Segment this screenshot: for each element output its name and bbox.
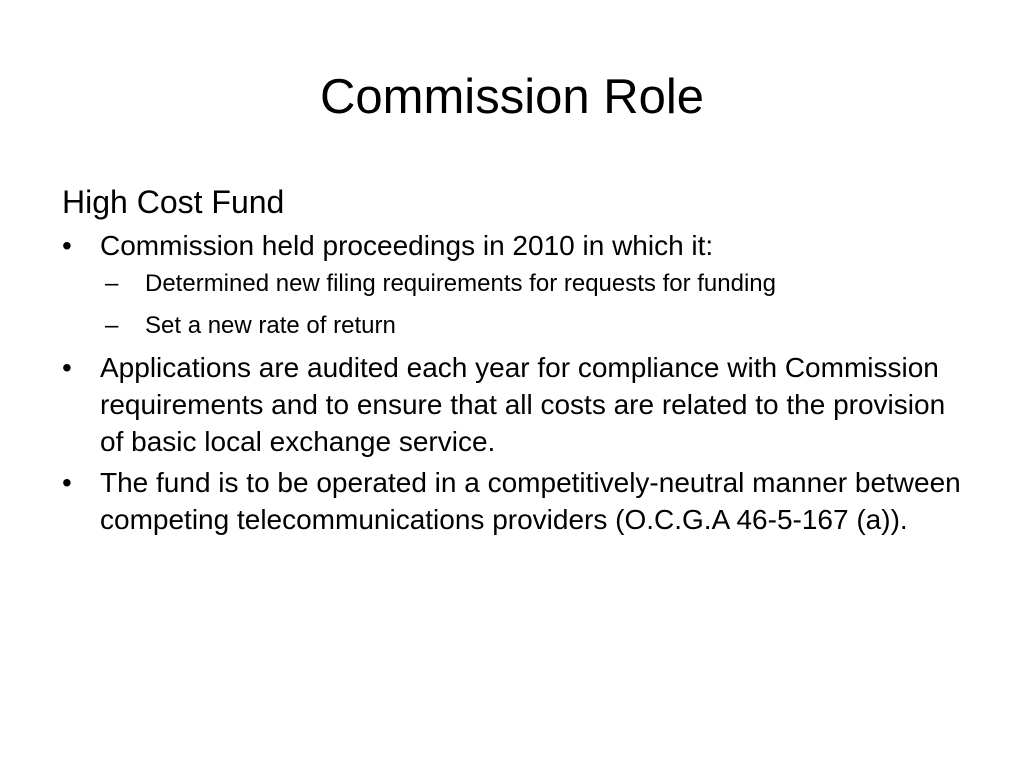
bullet-marker: • xyxy=(62,352,72,383)
bullet-item xyxy=(62,464,972,538)
slide-body xyxy=(62,180,972,542)
bullet-marker: • xyxy=(62,467,72,498)
bullet-text: The fund is to be operated in a competitively-neutral manner between competing telecommunications providers (O.C.G.A 46-5-167 (a)). xyxy=(100,467,961,535)
bullet-item xyxy=(62,349,972,460)
dash-marker: – xyxy=(105,270,119,297)
sub-bullet-text: Set a new rate of return xyxy=(145,312,396,339)
bullet-text: Applications are audited each year for compliance with Commission requirements and to ensure that all costs are related to the provision of basic local exchange service. xyxy=(100,352,946,457)
sub-bullet-item xyxy=(105,268,972,299)
sub-bullet-list xyxy=(62,268,972,341)
slide-title: Commission Role xyxy=(320,70,704,124)
bullet-item xyxy=(62,227,972,264)
sub-bullet-item xyxy=(105,310,972,341)
bullet-text: Commission held proceedings in 2010 in which it: xyxy=(100,230,714,261)
bullet-marker: • xyxy=(62,230,72,261)
section-heading: High Cost Fund xyxy=(62,184,285,220)
dash-marker: – xyxy=(105,312,119,339)
sub-bullet-text: Determined new filing requirements for requests for funding xyxy=(145,270,776,297)
